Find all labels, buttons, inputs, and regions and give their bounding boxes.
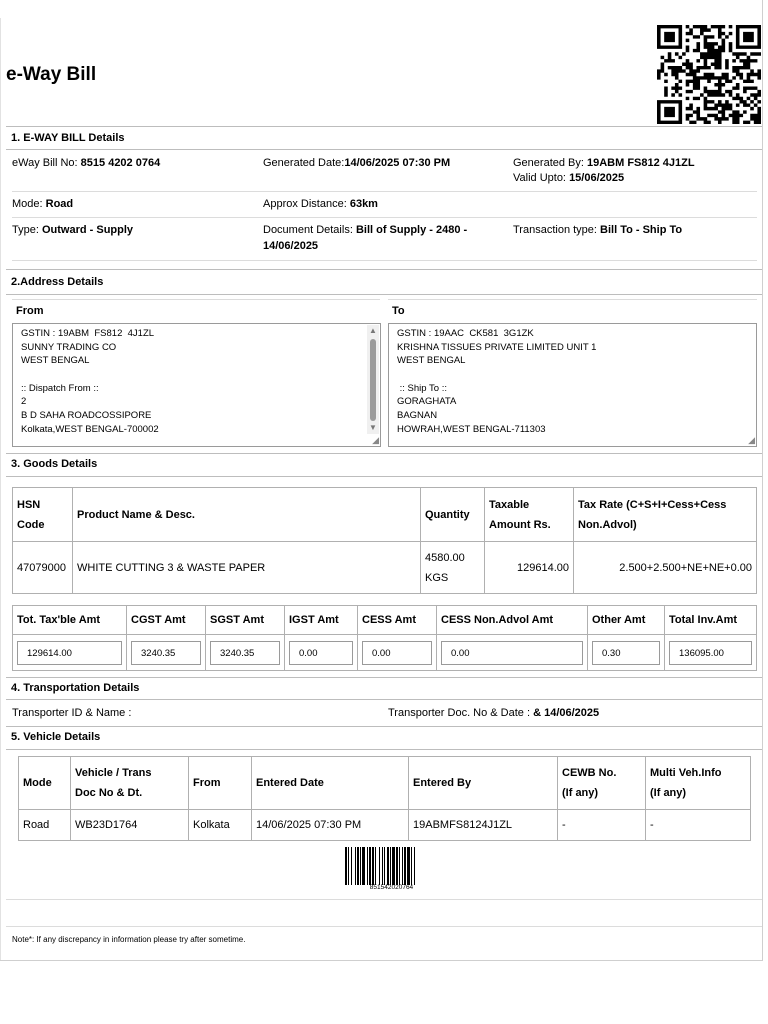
header-total-inv: Total Inv.Amt xyxy=(665,606,757,635)
to-address-line: GSTIN : 19AAC CK581 3G1ZK xyxy=(397,328,534,339)
from-address-line: SUNNY TRADING CO xyxy=(21,341,117,353)
cell-tot-taxable xyxy=(13,635,127,671)
header-other: Other Amt xyxy=(588,606,665,635)
goods-header-row xyxy=(13,488,757,542)
barcode-icon xyxy=(345,847,438,885)
mode-value: Road xyxy=(45,198,74,210)
ewb-number xyxy=(12,157,160,169)
header-cess-nonadvol: CESS Non.Advol Amt xyxy=(437,606,588,635)
qr-modules xyxy=(657,25,761,124)
generated-date-value: 14/06/2025 07:30 PM xyxy=(344,157,451,169)
vehicle-header-row xyxy=(19,757,751,810)
cell-quantity-value: 4580.00 xyxy=(425,551,465,564)
document-details-date xyxy=(263,240,318,252)
document-details-value: Bill of Supply - 2480 - xyxy=(355,224,468,236)
header-cewb-line: (If any) xyxy=(562,787,599,799)
table-row xyxy=(13,542,757,594)
header-taxable-line: Amount Rs. xyxy=(489,518,551,531)
qr-code-icon xyxy=(657,25,761,124)
header-product: Product Name & Desc. xyxy=(73,488,421,542)
ewb-number-label: eWay Bill No: xyxy=(12,157,81,169)
cess-nonadvol-field[interactable]: 0.00 xyxy=(441,641,583,665)
cell-cess xyxy=(358,635,437,671)
ewb-number-value: 8515 4202 0764 xyxy=(80,157,161,169)
to-address-textarea[interactable] xyxy=(388,323,757,447)
scroll-down-icon[interactable]: ▼ xyxy=(369,423,377,432)
goods-table xyxy=(12,487,757,594)
header-vehicle-line: Vehicle / Trans xyxy=(75,767,152,779)
header-vehicle-line: Doc No & Dt. xyxy=(75,787,143,799)
divider xyxy=(6,899,762,900)
cess-field[interactable]: 0.00 xyxy=(362,641,432,665)
document-details-label: Document Details: xyxy=(263,224,356,236)
approx-distance-value: 63km xyxy=(349,198,378,210)
header-quantity: Quantity xyxy=(421,488,485,542)
header-hsn xyxy=(13,488,73,542)
tax-header-row xyxy=(13,606,757,635)
generated-by-value: 19ABM FS812 4J1ZL xyxy=(587,157,695,169)
igst-field[interactable]: 0.00 xyxy=(289,641,353,665)
tot-taxable-field[interactable]: 129614.00 xyxy=(17,641,122,665)
valid-upto xyxy=(513,172,624,184)
section-title-address: 2.Address Details xyxy=(11,276,104,288)
cell-tax-rate: 2.500+2.500+NE+NE+0.00 xyxy=(574,542,757,594)
header-tax-rate-line: Non.Advol) xyxy=(578,518,637,531)
divider xyxy=(6,677,762,678)
header-mode: Mode xyxy=(19,757,71,810)
transaction-type-value: Bill To - Ship To xyxy=(600,224,683,236)
to-address-line: KRISHNA TISSUES PRIVATE LIMITED UNIT 1 xyxy=(397,341,597,353)
header-hsn-line: HSN xyxy=(17,498,41,511)
header-cewb xyxy=(558,757,646,810)
valid-upto-label: Valid Upto: xyxy=(513,172,570,184)
scrollbar-thumb[interactable] xyxy=(370,339,376,421)
page-title: e-Way Bill xyxy=(6,64,97,85)
cell-other xyxy=(588,635,665,671)
header-multi-veh-line: (If any) xyxy=(650,787,687,799)
document-details-date-value: 14/06/2025 xyxy=(263,240,319,252)
divider xyxy=(6,453,762,454)
cell-entered-date: 14/06/2025 07:30 PM xyxy=(252,810,409,841)
resize-grip-icon[interactable]: ◢ xyxy=(372,435,379,445)
from-address-line: :: Dispatch From :: xyxy=(21,382,99,394)
divider xyxy=(6,699,762,700)
header-taxable-line: Taxable xyxy=(489,498,530,511)
from-address-line: WEST BENGAL xyxy=(21,355,90,367)
divider xyxy=(12,299,380,300)
to-label: To xyxy=(392,305,405,317)
cell-entered-by: 19ABMFS8124J1ZL xyxy=(409,810,558,841)
to-address-line: HOWRAH,WEST BENGAL-711303 xyxy=(397,423,546,435)
transporter-doc-value: & 14/06/2025 xyxy=(533,707,600,719)
tax-summary-table xyxy=(12,605,757,671)
divider xyxy=(6,926,762,927)
header-multi-veh-line: Multi Veh.Info xyxy=(650,767,722,779)
from-address-line xyxy=(21,368,380,382)
from-address-scrollbar[interactable] xyxy=(367,325,379,434)
resize-grip-icon[interactable]: ◢ xyxy=(748,435,755,445)
divider xyxy=(6,749,762,750)
to-address-line: BAGNAN xyxy=(397,410,438,422)
cell-vehicle: WB23D1764 xyxy=(71,810,189,841)
header-tax-rate xyxy=(574,488,757,542)
header-hsn-line: Code xyxy=(17,518,45,531)
transaction-type xyxy=(513,224,682,236)
supply-type-label: Type: xyxy=(12,224,42,236)
generated-by-label: Generated By: xyxy=(513,157,587,169)
to-address-line xyxy=(397,368,756,382)
to-address-line: GORAGHATA xyxy=(397,396,457,408)
section-title-ewb: 1. E-WAY BILL Details xyxy=(11,132,125,144)
divider xyxy=(6,126,762,127)
divider xyxy=(6,294,762,295)
header-cewb-line: CEWB No. xyxy=(562,767,617,779)
cell-sgst xyxy=(206,635,285,671)
header-igst: IGST Amt xyxy=(285,606,358,635)
barcode-number: 851542020764 xyxy=(369,884,414,891)
header-entered-date: Entered Date xyxy=(252,757,409,810)
mode-label: Mode: xyxy=(12,198,46,210)
from-address-textarea[interactable] xyxy=(12,323,381,447)
section-title-transport: 4. Transportation Details xyxy=(11,682,140,694)
divider xyxy=(388,299,757,300)
divider xyxy=(6,149,762,150)
approx-distance xyxy=(263,198,378,210)
cell-total-inv xyxy=(665,635,757,671)
header-cess: CESS Amt xyxy=(358,606,437,635)
header-tot-taxable: Tot. Tax'ble Amt xyxy=(13,606,127,635)
mode xyxy=(12,198,73,210)
header-cgst: CGST Amt xyxy=(127,606,206,635)
section-title-goods: 3. Goods Details xyxy=(11,458,98,470)
to-address-line: WEST BENGAL xyxy=(397,355,466,367)
cell-quantity xyxy=(421,542,485,594)
cell-mode: Road xyxy=(19,810,71,841)
supply-type-value: Outward - Supply xyxy=(41,224,134,236)
header-multi-veh xyxy=(646,757,751,810)
cell-cess-nonadvol xyxy=(437,635,588,671)
generated-date-label: Generated Date: xyxy=(263,157,345,169)
from-address-line: GSTIN : 19ABM FS812 4J1ZL xyxy=(21,328,155,339)
vehicle-table xyxy=(18,756,751,841)
transporter-doc xyxy=(388,707,599,719)
divider xyxy=(12,260,757,261)
cell-product: WHITE CUTTING 3 & WASTE PAPER xyxy=(73,542,421,594)
cell-multi-veh: - xyxy=(646,810,751,841)
cell-cewb: - xyxy=(558,810,646,841)
cell-taxable: 129614.00 xyxy=(485,542,574,594)
divider xyxy=(12,217,757,218)
header-from: From xyxy=(189,757,252,810)
transaction-type-label: Transaction type: xyxy=(513,224,601,236)
transporter-doc-label: Transporter Doc. No & Date : xyxy=(388,707,534,719)
header-entered-by: Entered By xyxy=(409,757,558,810)
barcode-bars xyxy=(345,847,415,885)
supply-type xyxy=(12,224,133,236)
cell-quantity-unit: KGS xyxy=(425,571,449,584)
header-sgst: SGST Amt xyxy=(206,606,285,635)
valid-upto-value: 15/06/2025 xyxy=(569,172,625,184)
divider xyxy=(6,269,762,270)
divider xyxy=(6,476,762,477)
from-address-line: B D SAHA ROADCOSSIPORE xyxy=(21,410,152,422)
header-taxable xyxy=(485,488,574,542)
section-title-vehicle: 5. Vehicle Details xyxy=(11,731,101,743)
from-label: From xyxy=(16,305,44,317)
transporter-id: Transporter ID & Name : xyxy=(12,707,132,719)
from-address-line: Kolkata,WEST BENGAL-700002 xyxy=(21,423,159,435)
cgst-field[interactable]: 3240.35 xyxy=(131,641,201,665)
document-details xyxy=(263,224,467,236)
footer-note: Note*: If any discrepancy in information please try after sometime. xyxy=(12,935,246,944)
generated-date xyxy=(263,157,450,169)
cell-hsn: 47079000 xyxy=(13,542,73,594)
cell-igst xyxy=(285,635,358,671)
frame-left-border xyxy=(0,18,1,960)
cell-from: Kolkata xyxy=(189,810,252,841)
to-address-line: :: Ship To :: xyxy=(397,382,447,394)
divider xyxy=(6,726,762,727)
total-inv-field[interactable]: 136095.00 xyxy=(669,641,752,665)
scroll-up-icon[interactable]: ▲ xyxy=(369,326,377,335)
table-row xyxy=(19,810,751,841)
divider xyxy=(12,191,757,192)
other-field[interactable]: 0.30 xyxy=(592,641,660,665)
header-tax-rate-line: Tax Rate (C+S+I+Cess+Cess xyxy=(578,498,727,511)
sgst-field[interactable]: 3240.35 xyxy=(210,641,280,665)
tax-values-row xyxy=(13,635,757,671)
header-vehicle xyxy=(71,757,189,810)
generated-by xyxy=(513,157,695,169)
approx-distance-label: Approx Distance: xyxy=(263,198,350,210)
cell-cgst xyxy=(127,635,206,671)
from-address-line: 2 xyxy=(21,396,27,408)
